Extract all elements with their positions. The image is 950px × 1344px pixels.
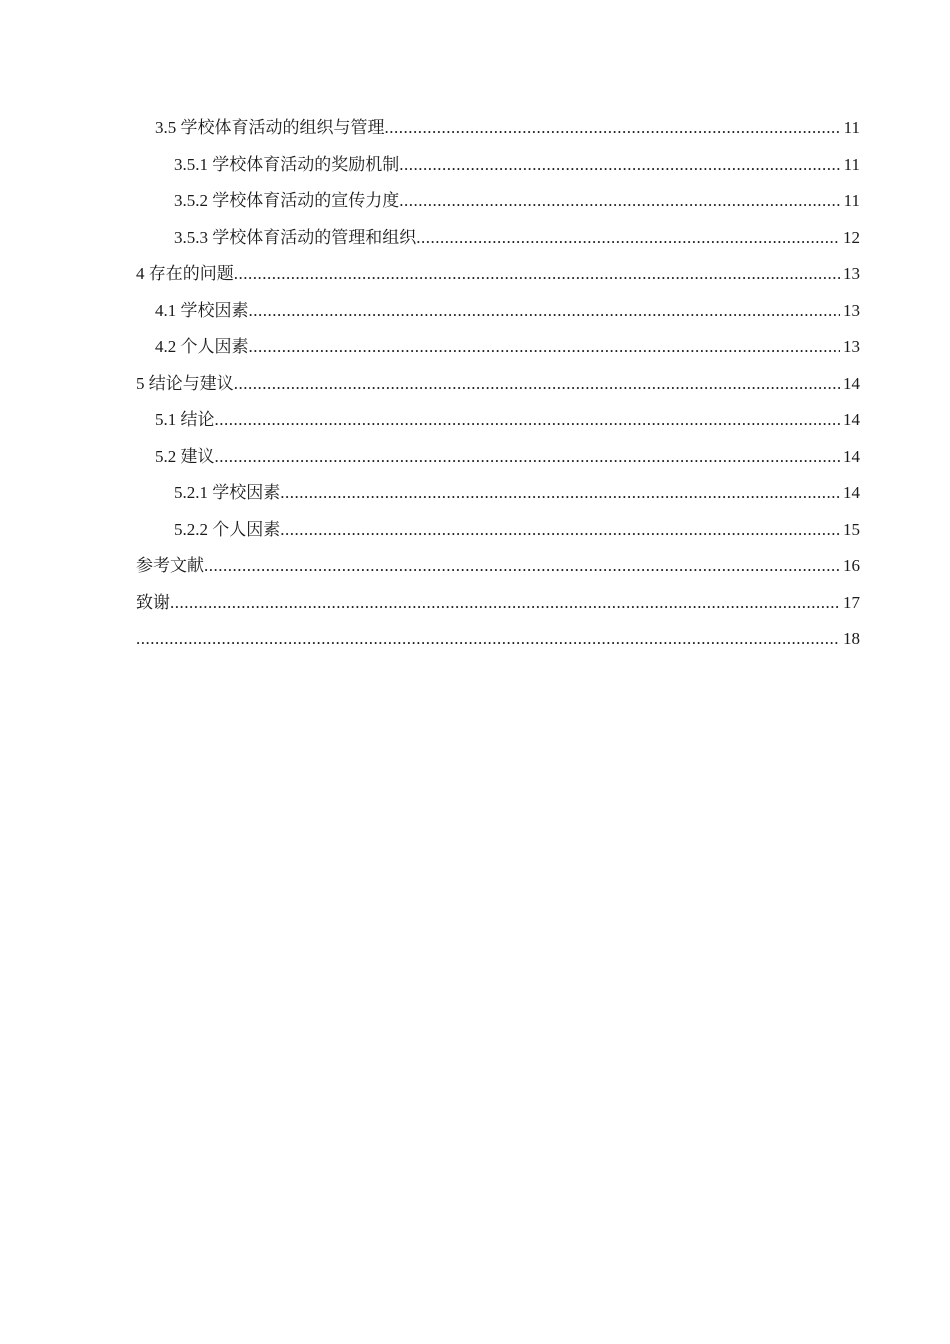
toc-entry-title: 4 存在的问题 xyxy=(136,264,234,283)
toc-entry-title: 5.2.1 学校因素 xyxy=(174,483,281,502)
toc-page-number: 17 xyxy=(843,592,860,612)
toc-entry-5-2-1[interactable] xyxy=(136,475,860,512)
toc-page-number: 13 xyxy=(843,300,860,320)
toc-dot-leader xyxy=(234,256,840,293)
toc-entry-title: 致谢 xyxy=(136,592,170,612)
toc-page-number: 11 xyxy=(843,191,860,210)
toc-dot-leader xyxy=(215,402,841,439)
toc-entry-5-2[interactable] xyxy=(136,439,860,476)
toc-entry-title: 5.1 结论 xyxy=(155,410,215,429)
toc-entry-references[interactable] xyxy=(136,548,860,585)
toc-dot-leader xyxy=(204,548,840,585)
toc-dot-leader xyxy=(136,621,840,658)
toc-dot-leader xyxy=(249,293,841,330)
toc-entry-title: 3.5.3 学校体育活动的管理和组织 xyxy=(174,227,417,247)
toc-entry-title: 参考文献 xyxy=(136,556,204,575)
toc-dot-leader xyxy=(170,585,840,622)
toc-dot-leader xyxy=(399,183,840,220)
toc-entry-title: 4.1 学校因素 xyxy=(155,300,249,320)
toc-entry-title: 3.5.1 学校体育活动的奖励机制 xyxy=(174,154,400,174)
toc-entry-acknowledgements[interactable] xyxy=(136,585,860,622)
toc-entry-title: 4.2 个人因素 xyxy=(155,337,249,356)
toc-page-number: 11 xyxy=(843,118,860,137)
toc-entry-title: 5.2.2 个人因素 xyxy=(174,519,281,539)
toc-dot-leader xyxy=(215,439,841,476)
toc-entry-untitled[interactable] xyxy=(136,621,860,658)
toc-dot-leader xyxy=(399,147,840,184)
toc-page-number: 12 xyxy=(843,227,860,247)
toc-dot-leader xyxy=(234,366,840,403)
toc-page-number: 14 xyxy=(843,373,860,393)
toc-page-number: 13 xyxy=(843,264,860,283)
toc-dot-leader xyxy=(416,220,840,257)
toc-entry-title: 3.5.2 学校体育活动的宣传力度 xyxy=(174,191,400,210)
toc-entry-5-1[interactable] xyxy=(136,402,860,439)
toc-dot-leader xyxy=(280,512,840,549)
toc-page-number: 15 xyxy=(843,519,860,539)
toc-page-number: 13 xyxy=(843,337,860,356)
toc-entry-3-5-1[interactable] xyxy=(136,147,860,184)
toc-entry-3-5-2[interactable] xyxy=(136,183,860,220)
toc-page-number: 14 xyxy=(843,446,860,466)
toc-entry-4[interactable] xyxy=(136,256,860,293)
toc-dot-leader xyxy=(280,475,840,512)
toc-entry-5-2-2[interactable] xyxy=(136,512,860,549)
toc-entry-title: 5.2 建议 xyxy=(155,446,215,466)
toc-dot-leader xyxy=(249,329,841,366)
toc-entry-4-2[interactable] xyxy=(136,329,860,366)
toc-entry-3-5-3[interactable] xyxy=(136,220,860,257)
toc-entry-4-1[interactable] xyxy=(136,293,860,330)
toc-page-number: 14 xyxy=(843,483,860,502)
toc-entry-title: 5 结论与建议 xyxy=(136,373,234,393)
toc-page-number: 11 xyxy=(843,154,860,174)
toc-page-number: 16 xyxy=(843,556,860,575)
toc-entry-title: 3.5 学校体育活动的组织与管理 xyxy=(155,118,385,137)
toc-dot-leader xyxy=(385,110,841,147)
toc-entry-5[interactable] xyxy=(136,366,860,403)
toc-page-number: 14 xyxy=(843,410,860,429)
table-of-contents xyxy=(136,110,860,658)
toc-page-number: 18 xyxy=(843,629,860,648)
toc-entry-3-5[interactable] xyxy=(136,110,860,147)
